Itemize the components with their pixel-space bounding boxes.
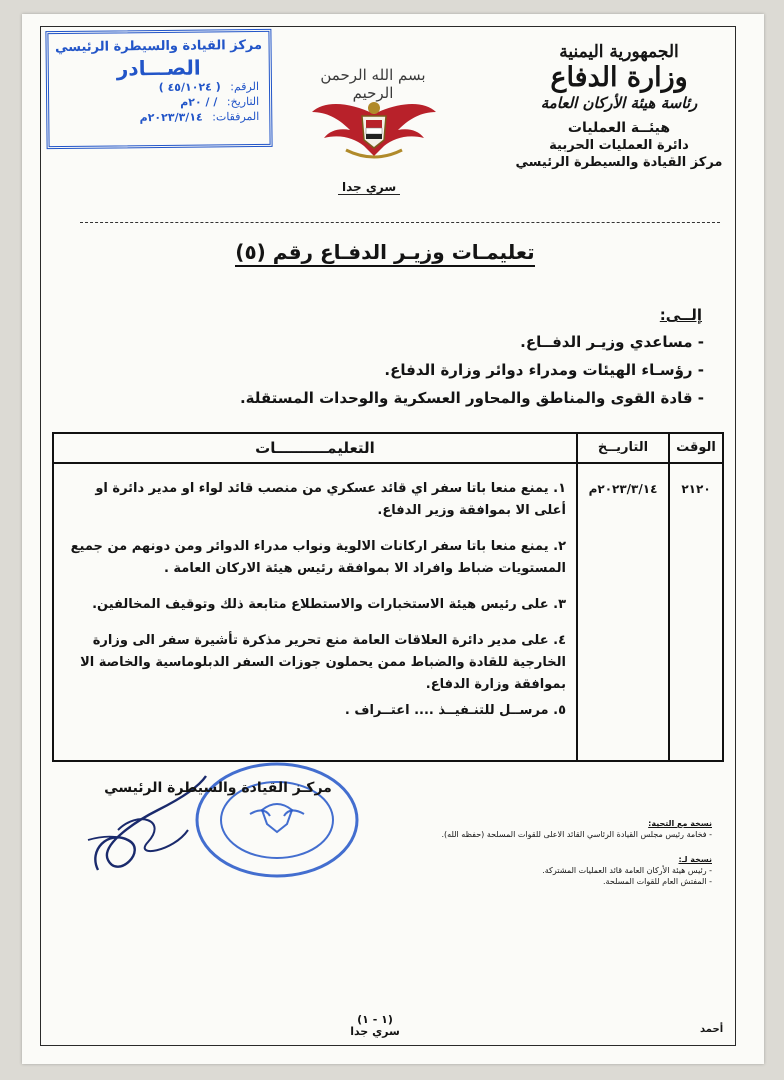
copy-item: - فخامة رئيس مجلس القيادة الرئاسي القائد الاعلى للقوات المسلحة (حفظه الله). [441,830,712,839]
header-divider [80,222,720,223]
stamp-date-label: التاريخ: [226,94,260,109]
recipient-item: - قادة القوى والمناطق والمحاور العسكرية والوحدات المستقلة. [239,389,704,407]
copy-item: - رئيس هيئة الأركان العامة قائد العمليات المشتركة. [542,866,712,875]
letterhead-republic: الجمهورية اليمنية [559,42,679,62]
instruction-item: ٤. على مدير دائرة العلاقات العامة منع تحرير مذكرة تأشيرة سفر الى وزارة الخارجية للقادة والضباط ممن يحملون جوزات السفر الدبلوماسية والخاصة الا بموافقة وزارة الدفاع. [80,633,566,692]
instruction-item: ١. يمنع منعا باتا سفر اي قائد عسكري من منصب قائد لواء او مدير دائرة او أعلى الا بموافقة وزير الدفاع. [95,481,566,518]
instructions-header: التعليمــــــــــات [54,434,576,464]
recipient-item: - رؤسـاء الهيئات ومدراء دوائر وزارة الدفاع. [384,361,704,379]
instructions-list [54,464,576,722]
instruction-item: ٥. مرســل للتنـفيــذ .... اعتــراف . [344,703,566,718]
time-header: الوقت [670,434,722,464]
eagle-emblem-icon [310,94,438,164]
date-header: التاريــخ [578,434,668,464]
stamp-number-value: ( ٤٥/١٠٢٤ ) [158,80,221,95]
copy-item: - المفتش العام للقوات المسلحة. [603,877,712,886]
outgoing-stamp [45,29,272,149]
date-value: ٢٠٢٣/٣/١٤م [588,482,658,496]
stamp-label: الصـــادر [116,55,201,81]
date-column [576,434,668,760]
document-title-text: تعليمـات وزيـر الدفـاع رقم (٥) [235,240,534,267]
sender-line: مركـز القيادة والسيطرة الرئيسي [104,780,332,796]
page-footer [330,1014,420,1038]
stamp-date-value: / / ٢٠م [180,95,218,109]
instruction-item: ٣. على رئيس هيئة الاستخبارات والاستطلاع متابعة ذلك وتوقيف المخالفين. [92,597,566,612]
stamp-attachments-label: المرفقات: [212,109,260,124]
letterhead-war-operations: دائرة العمليات الحربية [549,138,689,153]
copies-heading-to: نسخة لـ: [678,855,712,864]
letterhead-operations: هيئــة العمليات [567,120,671,136]
classification-top: سري جدا [338,180,400,195]
basmala: بسم الله الرحمن الرحيم [320,66,426,102]
stamp-attachments-row [49,109,269,126]
time-value: ٢١٢٠ [681,482,711,496]
recipients-label: إلــى: [659,306,702,324]
letterhead-command-center: مركز القيادة والسيطرة الرئيسي [515,155,723,170]
instructions-table [52,432,724,762]
copies-heading-greeting: نسخة مع التحية: [648,819,712,828]
typist-initials: أحمد [700,1024,724,1035]
recipients [104,306,704,412]
stamp-attachments-value: ٢٠٢٣/٣/١٤م [139,110,203,125]
stamp-title: مركز القيادة والسيطرة الرئيسي [54,37,263,56]
page-number: (١ - ١) [357,1013,393,1026]
recipient-item: - مساعدي وزيـر الدفــاع. [520,333,704,351]
time-column [668,434,722,760]
letterhead [514,42,724,170]
letterhead-chief-of-staff: رئاسة هيئة الأركان العامة [540,94,698,112]
instruction-item: ٢. يمنع منعا باتا سفر اركانات الالوية ونواب مدراء الدوائر ومن دونهم من جميع المستويات ضباط وافراد الا بموافقة رئيس هيئة الاركان العامة . [70,539,566,576]
copies-block [382,818,712,887]
instructions-column [54,434,576,760]
letterhead-ministry: وزارة الدفاع [550,62,688,93]
document-title [200,240,570,264]
classification-bottom: سري جدا [350,1025,400,1038]
stamp-number-label: الرقم: [230,79,260,94]
